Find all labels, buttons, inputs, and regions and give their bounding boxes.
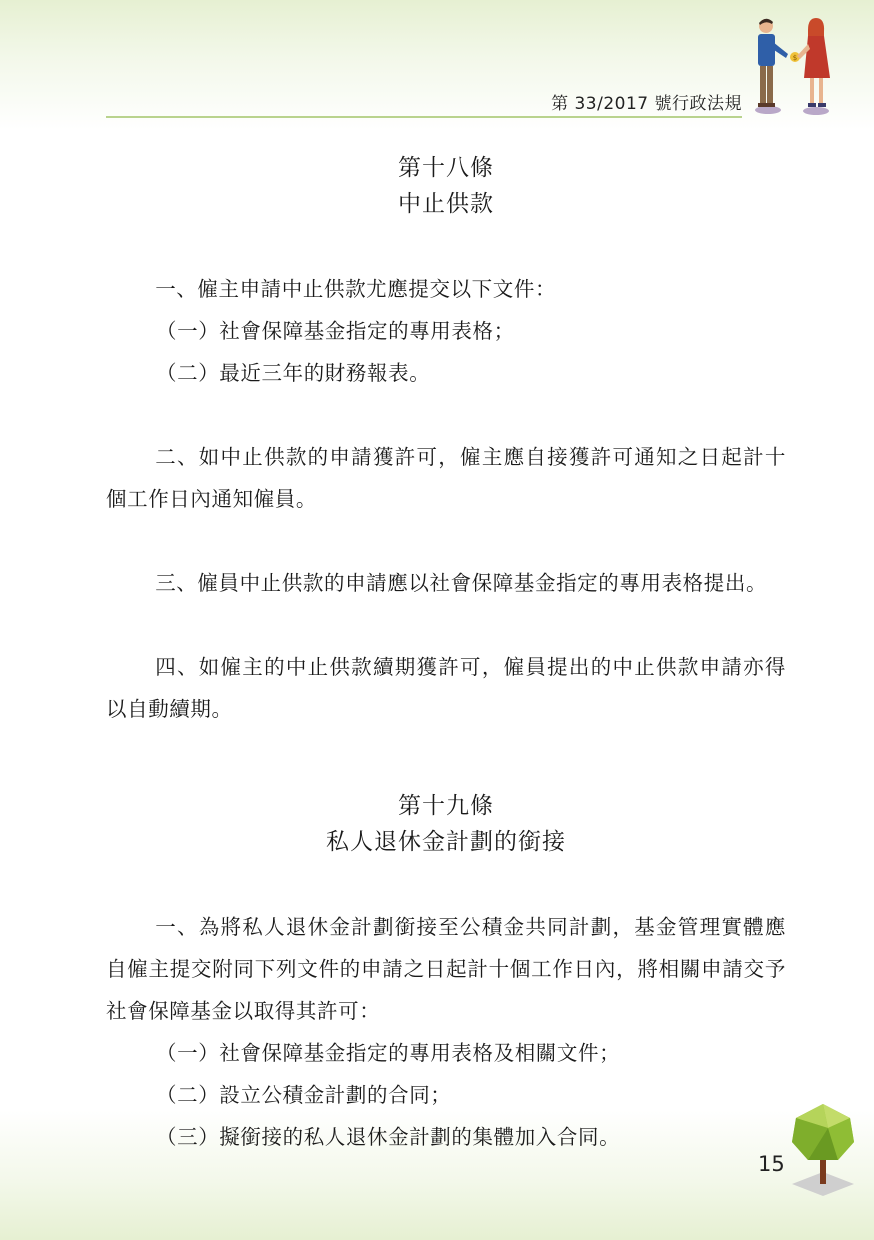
article-19-item-1: （一）社會保障基金指定的專用表格及相關文件；: [156, 1041, 621, 1065]
article-18-paragraph-4: 四、如僱主的中止供款續期獲許可，僱員提出的中止供款申請亦得以自動續期。: [106, 655, 786, 721]
article-18-item-1: （一）社會保障基金指定的專用表格；: [156, 319, 515, 343]
header-divider: [106, 116, 742, 118]
tree-icon: [788, 1102, 858, 1198]
people-exchange-illustration: [748, 14, 838, 124]
svg-text:$: $: [792, 54, 798, 62]
article-18-title: 中止供款: [398, 191, 494, 217]
article-19-item-2: （二）設立公積金計劃的合同；: [156, 1083, 452, 1107]
regulation-number: 第 33/2017 號行政法規: [551, 94, 742, 114]
article-19-paragraph-1: 一、為將私人退休金計劃銜接至公積金共同計劃，基金管理實體應自僱主提交附同下列文件的申請之日起計十個工作日內，將相關申請交予社會保障基金以取得其許可：: [106, 915, 786, 1023]
article-19-item-3: （三）擬銜接的私人退休金計劃的集體加入合同。: [156, 1125, 621, 1149]
article-18-number: 第十八條: [398, 155, 494, 181]
article-18-item-2: （二）最近三年的財務報表。: [156, 361, 431, 385]
article-18-paragraph-2: 二、如中止供款的申請獲許可，僱主應自接獲許可通知之日起計十個工作日內通知僱員。: [106, 445, 786, 511]
header-background: [0, 0, 874, 130]
document-body: [106, 150, 786, 1158]
article-19-title: 私人退休金計劃的銜接: [326, 829, 566, 855]
article-18-paragraph-3: 三、僱員中止供款的申請應以社會保障基金指定的專用表格提出。: [155, 571, 768, 595]
article-19-number: 第十九條: [398, 793, 494, 819]
article-18-paragraph-1: 一、僱主申請中止供款尤應提交以下文件：: [155, 277, 557, 301]
page-number: 15: [758, 1152, 785, 1176]
